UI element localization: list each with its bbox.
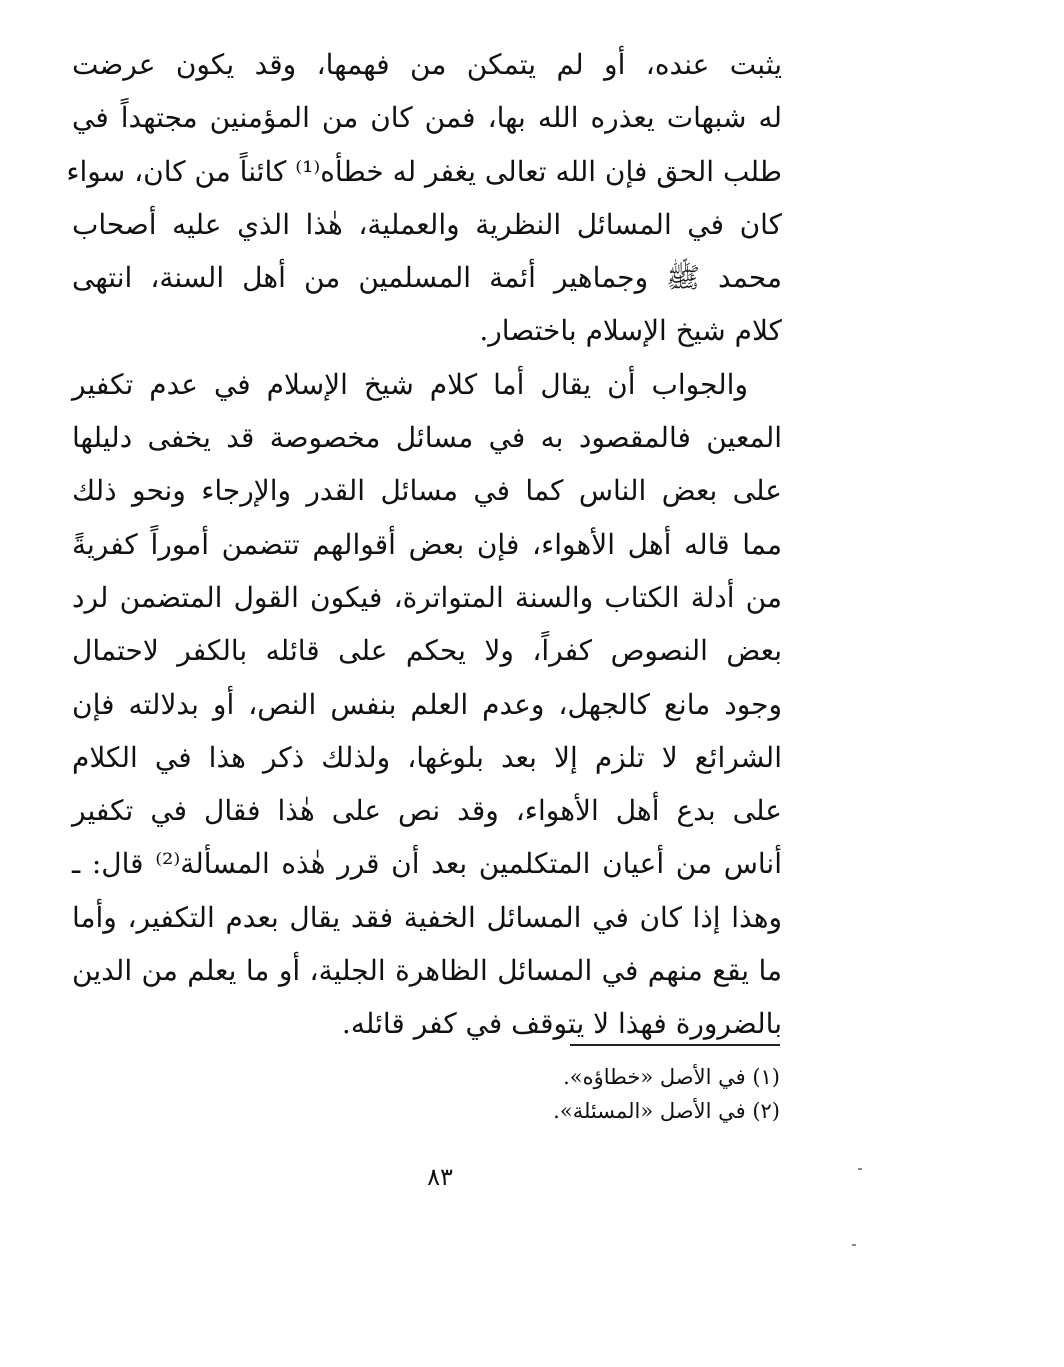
text-line: بالضرورة فهذا لا يتوقف في كفر قائله.: [341, 1007, 782, 1041]
text-line: طلب الحق فإن الله تعالى يغفر له خطأه⁽¹⁾ كائناً من كان، سواء: [66, 154, 782, 188]
text-line: بعض النصوص كفراً، ولا يحكم على قائله بالكفر لاحتمال: [72, 634, 782, 668]
footnote-2: (٢) في الأصل «المسئلة».: [553, 1099, 780, 1123]
page-number: ٨٣: [427, 1163, 453, 1191]
text-line: له شبهات يعذره الله بها، فمن كان من المؤمنين مجتهداً في: [72, 101, 782, 135]
text-line: كان في المسائل النظرية والعملية، هٰذا الذي عليه أصحاب: [72, 207, 782, 241]
text-line: على بدع أهل الأهواء، وقد نص على هٰذا فقال في تكفير: [72, 794, 782, 828]
footnote-divider: [570, 1044, 780, 1046]
text-line: يثبت عنده، أو لم يتمكن من فهمها، وقد يكون عرضت: [72, 48, 782, 81]
text-line: من أدلة الكتاب والسنة المتواترة، فيكون القول المتضمن لرد: [72, 580, 782, 614]
footnote-1: (١) في الأصل «خطاؤه».: [563, 1065, 780, 1089]
text-line: مما قاله أهل الأهواء، فإن بعض أقوالهم تتضمن أموراً كفريةً: [72, 527, 782, 561]
text-line: المعين فالمقصود به في مسائل مخصوصة قد يخفى دليلها: [72, 421, 782, 455]
text-line: وجود مانع كالجهل، وعدم العلم بنفس النص، أو بدلالته فإن: [72, 687, 783, 721]
footnotes: [400, 1060, 780, 1128]
main-text: [66, 38, 783, 1051]
text-line: على بعض الناس كما في مسائل القدر والإرجاء ونحو ذلك: [72, 474, 782, 508]
scan-speck: [858, 1168, 862, 1170]
paragraph-start-line: والجواب أن يقال أما كلام شيخ الإسلام في عدم تكفير: [72, 367, 748, 401]
text-line: ما يقع منهم في المسائل الظاهرة الجلية، أو ما يعلم من الدين: [72, 954, 782, 988]
text-line: وهذا إذا كان في المسائل الخفية فقد يقال بعدم التكفير، وأما: [72, 900, 782, 934]
text-line: الشرائع لا تلزم إلا بعد بلوغها، ولذلك ذكر هذا في الكلام: [72, 740, 782, 774]
text-line: محمد ﷺ وجماهير أئمة المسلمين من أهل السنة، انتهى: [72, 261, 782, 295]
text-line: أناس من أعيان المتكلمين بعد أن قرر هٰذه المسألة⁽²⁾ قال: ـ: [72, 847, 783, 881]
text-line: كلام شيخ الإسلام باختصار.: [479, 314, 782, 348]
scan-speck: [852, 1244, 856, 1246]
